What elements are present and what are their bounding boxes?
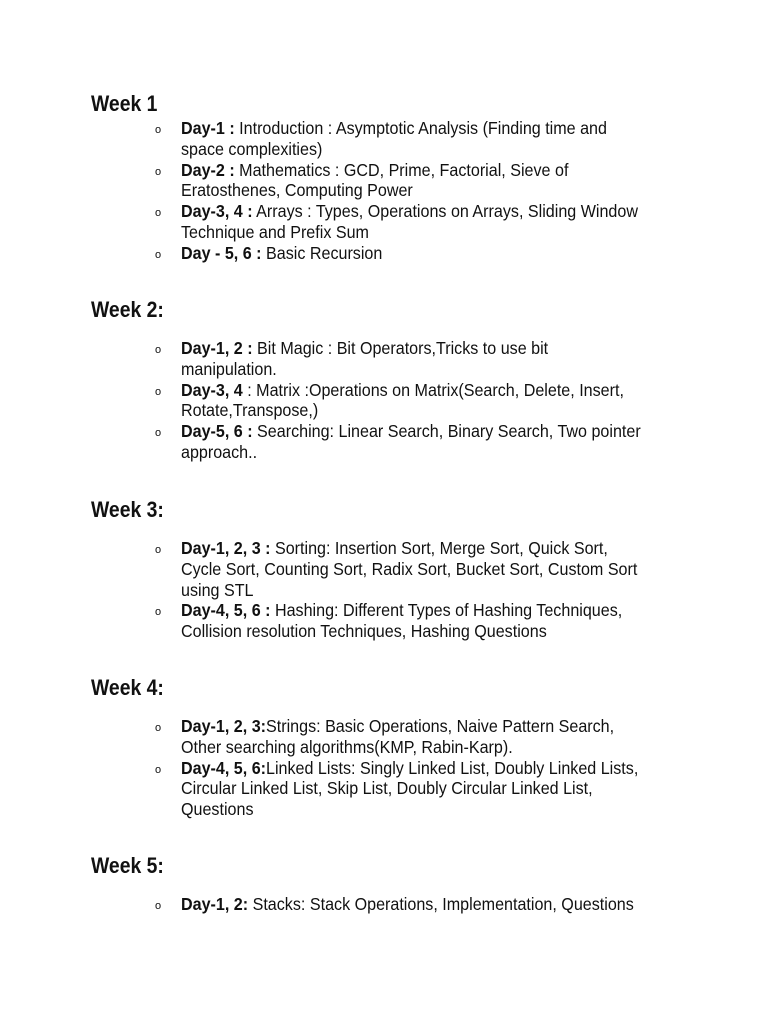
list-item bbox=[0, 600, 768, 642]
list-item bbox=[0, 716, 768, 758]
list-item bbox=[0, 201, 768, 243]
week-4-list bbox=[0, 716, 768, 820]
day-label: Day-3, 4 : bbox=[181, 201, 253, 222]
bullet-icon: o bbox=[155, 248, 162, 261]
week-2-heading: Week 2: bbox=[91, 297, 164, 322]
topic-text: Arrays : Types, Operations on Arrays, Sliding Window Technique and Prefix Sum bbox=[181, 201, 638, 242]
topic-text: Introduction : Asymptotic Analysis (Finding time and space complexities) bbox=[181, 118, 607, 159]
week-3-list bbox=[0, 538, 768, 642]
week-3-heading: Week 3: bbox=[91, 497, 164, 522]
bullet-icon: o bbox=[155, 385, 162, 398]
day-label: Day-3, 4 bbox=[181, 379, 243, 400]
bullet-icon: o bbox=[155, 900, 162, 912]
week-2-list bbox=[0, 338, 768, 463]
day-label: Day-4, 5, 6: bbox=[181, 757, 267, 778]
topic-text: Sorting: Insertion Sort, Merge Sort, Quick Sort, Cycle Sort, Counting Sort, Radix Sort, Bucket Sort, Custom Sort using STL bbox=[181, 538, 638, 600]
topic-text: Stacks: Stack Operations, Implementation, Questions bbox=[248, 894, 634, 914]
bullet-icon: o bbox=[155, 544, 162, 556]
bullet-icon: o bbox=[155, 207, 162, 220]
list-item bbox=[0, 758, 768, 820]
topic-text: Linked Lists: Singly Linked List, Doubly Linked Lists, Circular Linked List, Skip List, Doubly Circular Linked List, Questions bbox=[181, 757, 639, 820]
week-5-list bbox=[0, 894, 768, 915]
topic-text: Hashing: Different Types of Hashing Techniques, Collision resolution Techniques, Hashing Questions bbox=[181, 600, 623, 642]
list-item bbox=[0, 338, 768, 380]
list-item bbox=[0, 421, 768, 463]
day-label: Day-1 : bbox=[181, 118, 235, 138]
week-4-heading: Week 4: bbox=[91, 675, 164, 700]
list-item bbox=[0, 118, 768, 160]
day-label: Day-1, 2, 3: bbox=[181, 716, 267, 736]
list-item bbox=[0, 160, 768, 202]
list-item bbox=[0, 243, 768, 264]
list-item bbox=[0, 894, 768, 915]
bullet-icon: o bbox=[155, 606, 162, 619]
bullet-icon: o bbox=[155, 344, 162, 356]
topic-text: Bit Magic : Bit Operators,Tricks to use bit manipulation. bbox=[181, 338, 549, 379]
day-label: Day - 5, 6 : bbox=[181, 242, 262, 263]
day-label: Day-1, 2, 3 : bbox=[181, 538, 271, 558]
bullet-icon: o bbox=[155, 763, 162, 776]
day-label: Day-1, 2: bbox=[181, 894, 249, 914]
topic-text: Strings: Basic Operations, Naive Pattern Search, Other searching algorithms(KMP, Rabin-Karp). bbox=[181, 716, 615, 757]
bullet-icon: o bbox=[155, 722, 162, 734]
topic-text: : Matrix :Operations on Matrix(Search, Delete, Insert, Rotate,Transpose,) bbox=[181, 379, 624, 421]
topic-text: Mathematics : GCD, Prime, Factorial, Sieve of Eratosthenes, Computing Power bbox=[181, 159, 569, 201]
bullet-icon: o bbox=[155, 427, 162, 440]
week-1-heading: Week 1 bbox=[91, 91, 158, 116]
list-item bbox=[0, 538, 768, 600]
topic-text: Searching: Linear Search, Binary Search, Two pointer approach.. bbox=[181, 421, 641, 462]
day-label: Day-4, 5, 6 : bbox=[181, 600, 271, 621]
day-label: Day-1, 2 : bbox=[181, 338, 253, 358]
day-label: Day-2 : bbox=[181, 159, 235, 180]
day-label: Day-5, 6 : bbox=[181, 421, 253, 442]
week-1-list bbox=[0, 118, 768, 264]
week-5-heading: Week 5: bbox=[91, 853, 164, 878]
list-item bbox=[0, 380, 768, 422]
bullet-icon: o bbox=[155, 124, 162, 136]
bullet-icon: o bbox=[155, 165, 162, 178]
topic-text: Basic Recursion bbox=[261, 242, 383, 263]
